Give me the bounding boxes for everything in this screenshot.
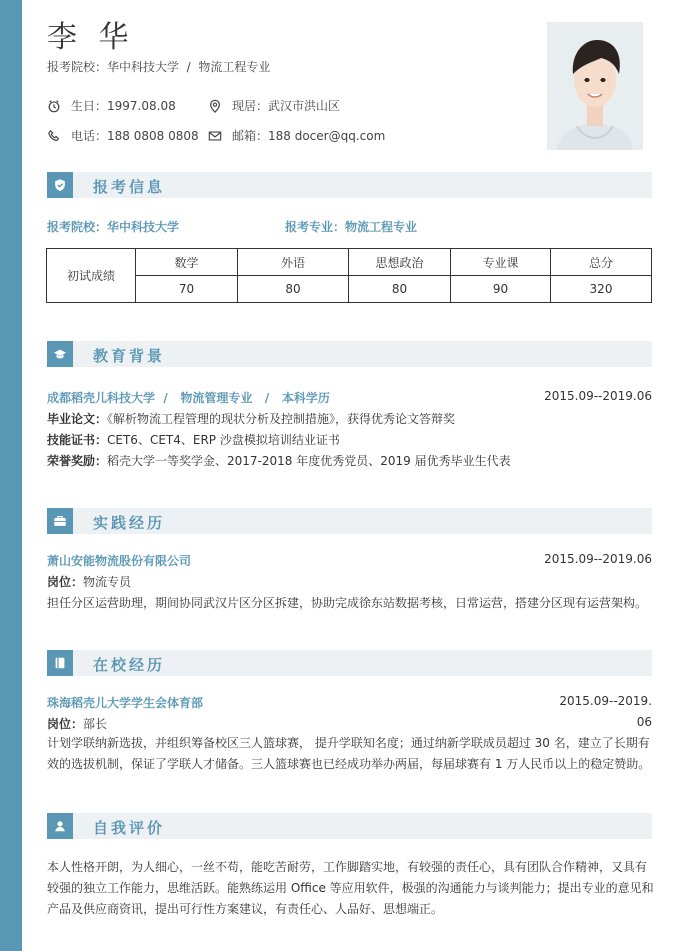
practice-company: 萧山安能物流股份有限公司	[47, 554, 192, 568]
major-name: 物流工程专业	[198, 60, 271, 74]
campus-org: 珠海稻壳儿大学学生会体育部	[47, 696, 204, 710]
school-label: 报考院校：	[47, 60, 108, 74]
section-campus-header	[47, 650, 652, 676]
section-education-title: 教育背景	[93, 347, 166, 365]
user-icon	[53, 819, 67, 833]
practice-desc: 担任分区运营助理，期间协同武汉片区分区拆建，协助完成徐东站数据考核，日常运营，搭建分区现有运营架构。	[47, 596, 648, 610]
clock-icon	[47, 99, 61, 113]
separator: /	[186, 60, 191, 74]
score-cell: 70	[136, 276, 238, 303]
graduation-cap-icon	[53, 347, 67, 361]
section-self-title: 自我评价	[93, 819, 166, 837]
section-practice-title: 实践经历	[93, 514, 166, 532]
target-school-line	[47, 58, 270, 75]
section-education-header	[47, 341, 652, 367]
shield-icon	[53, 178, 67, 192]
position-label: 岗位：	[47, 717, 84, 731]
score-row-label: 初试成绩	[47, 249, 136, 303]
col-header: 专业课	[451, 249, 551, 276]
email-item	[208, 127, 385, 144]
section-campus-title: 在校经历	[93, 656, 166, 674]
edu-period: 2015.09--2019.06	[544, 389, 652, 403]
campus-period-end: 06	[636, 715, 652, 729]
separator: /	[264, 391, 270, 405]
campus-position-line	[47, 715, 107, 732]
birthday-text: 生日：1997.08.08	[71, 99, 176, 113]
cert-label: 技能证书：	[47, 433, 108, 447]
school-name: 华中科技大学	[107, 60, 180, 74]
thesis-text: 《解析物流工程管理的现状分析及控制措施》，获得优秀论文答辩奖	[107, 412, 456, 426]
phone-icon	[47, 129, 61, 143]
position-label: 岗位：	[47, 575, 84, 589]
honor-text: 稻壳大学一等奖学金、2017-2018 年度优秀党员、2019 届优秀毕业生代表	[107, 454, 511, 468]
practice-period: 2015.09--2019.06	[544, 552, 652, 566]
residence-text: 现居：武汉市洪山区	[232, 99, 341, 113]
score-cell: 80	[349, 276, 451, 303]
score-table	[46, 248, 652, 303]
score-cell: 90	[451, 276, 551, 303]
edu-school: 成都稻壳儿科技大学	[47, 391, 156, 405]
residence-item	[208, 97, 340, 114]
education-summary	[47, 389, 330, 406]
section-practice-header	[47, 508, 652, 534]
position-text: 部长	[83, 717, 108, 731]
table-row	[47, 276, 652, 303]
section-self-header	[47, 813, 652, 839]
edu-honor-line	[47, 452, 511, 469]
left-accent-bar	[0, 0, 22, 951]
apply-major: 报考专业：物流工程专业	[285, 220, 418, 234]
practice-position-line	[47, 573, 131, 590]
campus-desc: 计划学联纳新选拔，并组织筹备校区三人篮球赛， 提升学联知名度；通过纳新学联成员超过 30 名，建立了长期有效的选拔机制，保证了学联人才储备。三人篮球赛也已经成功举办两届，每届球赛有 1 万人民币以上的稳定赞助。	[47, 736, 651, 771]
email-text: 邮箱：188 docer@qq.com	[232, 129, 386, 143]
edu-major: 物流管理专业	[180, 391, 253, 405]
position-text: 物流专员	[83, 575, 132, 589]
section-apply-title: 报考信息	[93, 178, 166, 196]
thesis-label: 毕业论文：	[47, 412, 108, 426]
col-header: 外语	[238, 249, 349, 276]
col-header: 总分	[551, 249, 652, 276]
col-header: 数学	[136, 249, 238, 276]
envelope-icon	[208, 129, 222, 143]
edu-thesis-line	[47, 410, 455, 427]
book-icon	[53, 656, 67, 670]
col-header: 思想政治	[349, 249, 451, 276]
location-pin-icon	[208, 99, 222, 113]
apply-school: 报考院校：华中科技大学	[47, 220, 180, 234]
portrait-illustration	[547, 22, 643, 150]
separator: /	[163, 391, 168, 405]
table-row	[47, 249, 652, 276]
honor-label: 荣誉奖励：	[47, 454, 108, 468]
briefcase-icon	[53, 514, 67, 528]
cert-text: CET6、CET4、ERP 沙盘模拟培训结业证书	[107, 433, 340, 447]
score-cell: 80	[238, 276, 349, 303]
edu-cert-line	[47, 431, 340, 448]
candidate-name: 李 华	[47, 20, 135, 55]
section-apply-header	[47, 172, 652, 198]
profile-photo	[547, 22, 643, 150]
score-cell: 320	[551, 276, 652, 303]
birthday-item	[47, 97, 176, 114]
phone-item	[47, 127, 199, 144]
edu-degree: 本科学历	[281, 391, 330, 405]
campus-period-start: 2015.09--2019.	[559, 694, 652, 708]
self-evaluation: 本人性格开朗，为人细心，一丝不苟，能吃苦耐劳，工作脚踏实地，有较强的责任心，具有团队合作精神，又具有较强的独立工作能力，思维活跃。能熟练运用 Office 等应用软件，极强的沟通能力与谈判能力；提出专业的意见和产品及供应商资讯，提出可行性方案建议，有责任心、人品好、思想端正。	[47, 860, 654, 916]
phone-text: 电话：188 0808 0808	[71, 129, 199, 143]
